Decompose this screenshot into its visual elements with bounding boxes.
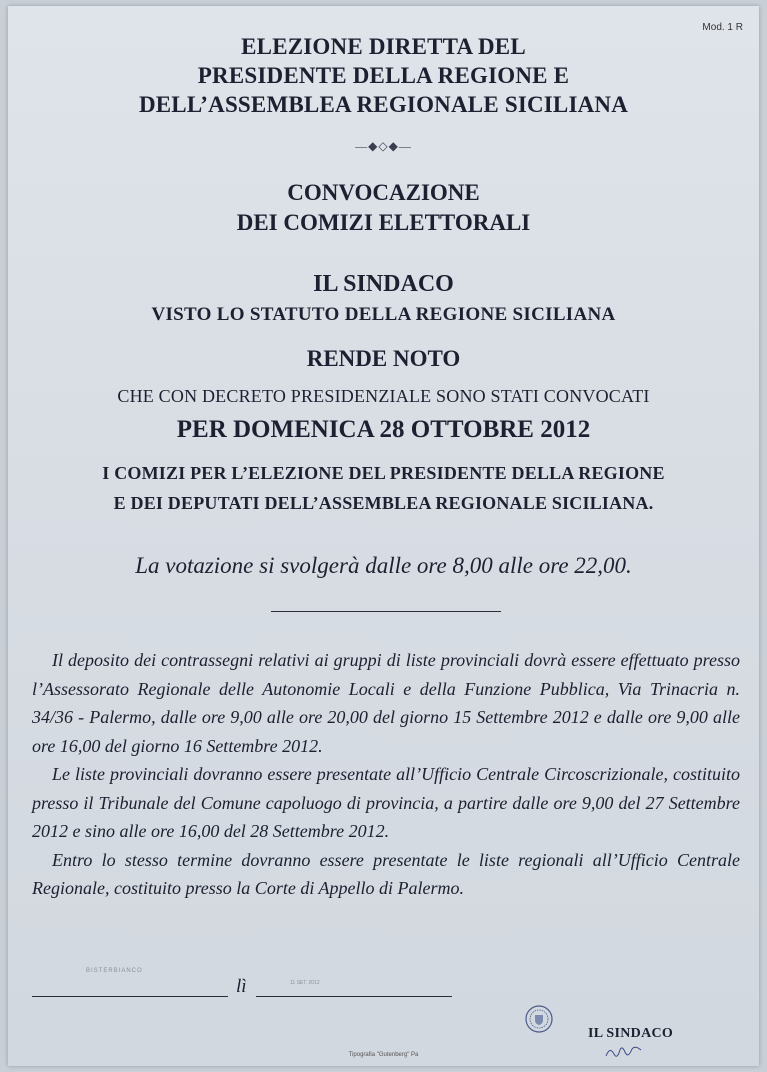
date-line [256, 996, 452, 997]
model-code: Mod. 1 R [702, 22, 743, 33]
li-label: lì [236, 976, 247, 997]
main-title-line: ELEZIONE DIRETTA DEL [241, 34, 526, 59]
comizi-line: I COMIZI PER L’ELEZIONE DEL PRESIDENTE DELLA REGIONE [102, 463, 665, 483]
place-stamp: BISTERBIANCO [86, 968, 143, 974]
voting-hours: La votazione si svolgerà dalle ore 8,00 alle ore 22,00. [135, 553, 632, 578]
date-stamp: 11 SET. 2012 [290, 980, 320, 986]
comizi-line: E DEI DEPUTATI DELL’ASSEMBLEA REGIONALE SICILIANA. [113, 493, 654, 513]
signer-title: IL SINDACO [588, 1026, 674, 1041]
comizi-statement [8, 458, 759, 518]
body-text [32, 646, 740, 903]
municipal-seal-icon [524, 1004, 554, 1034]
paragraph-liste-provinciali: Le liste provinciali dovranno essere presentate all’Ufficio Centrale Circoscrizionale, costituito presso il Tribunale del Comune capoluogo di provincia, a partire dalle ore 9,00 del 27 Settembre 2012 e sino alle ore 16,00 del 28 Settembre 2012. [32, 764, 740, 841]
main-title [8, 32, 759, 119]
main-title-line: PRESIDENTE DELLA REGIONE E [197, 63, 570, 88]
convocazione-line: CONVOCAZIONE [287, 180, 480, 205]
decreto-line: CHE CON DECRETO PRESIDENZIALE SONO STATI CONVOCATI [117, 386, 650, 406]
election-notice-poster [8, 6, 759, 1066]
main-title-line: DELL’ASSEMBLEA REGIONALE SICILIANA [138, 92, 629, 117]
il-sindaco-heading: IL SINDACO [313, 271, 454, 297]
convocazione-line: DEI COMIZI ELETTORALI [236, 210, 531, 235]
printer-credit: Tipografia "Gutenberg" Pa [348, 1052, 419, 1058]
section-divider [271, 611, 501, 612]
rende-noto: RENDE NOTO [306, 346, 461, 371]
election-date: PER DOMENICA 28 OTTOBRE 2012 [176, 416, 591, 443]
place-line [32, 996, 228, 997]
convocazione-heading [8, 178, 759, 238]
ornament-divider: —◆◇◆— [355, 139, 412, 153]
paragraph-liste-regionali: Entro lo stesso termine dovranno essere presentate le liste regionali all’Ufficio Centrale Regionale, costituito presso la Corte di Appello di Palermo. [32, 849, 740, 898]
paragraph-deposito: Il deposito dei contrassegni relativi ai gruppi di liste provinciali dovrà essere effettuato presso l’Assessorato Regionale delle Autonomie Locali e della Funzione Pubblica, Via Trinacria n. 34/36 - Palermo, dalle ore 9,00 alle ore 20,00 del giorno 15 Settembre 2012 e dalle ore 9,00 alle ore 16,00 del giorno 16 Settembre 2012. [32, 650, 740, 756]
visto-statuto: VISTO LO STATUTO DELLA REGIONE SICILIANA [151, 304, 616, 325]
